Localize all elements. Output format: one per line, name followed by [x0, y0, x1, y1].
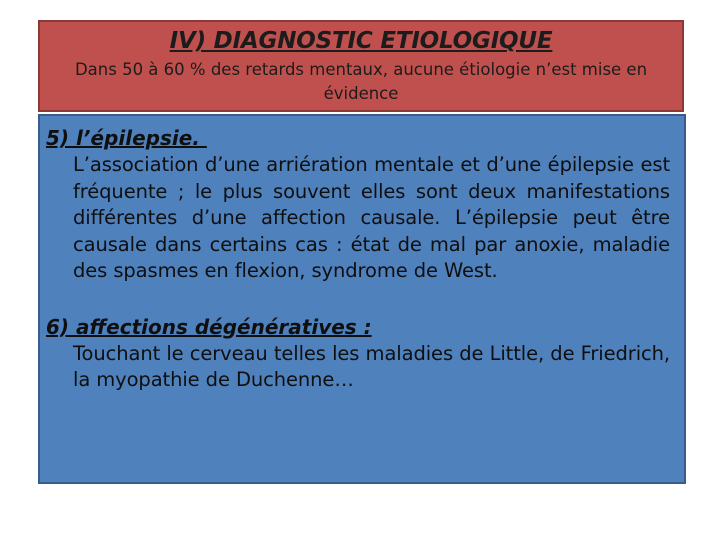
section-text-degenerative: Touchant le cerveau telles les maladies de Little, de Friedrich, la myopathie de Duchenne… [73, 341, 670, 391]
slide-subtitle: Dans 50 à 60 % des retards mentaux, aucune étiologie n’est mise en évidence [74, 60, 648, 103]
section-title-degenerative: 6) affections dégénératives : [46, 314, 372, 339]
content-box [38, 114, 686, 484]
section-text-epilepsy: L’association d’une arriération mentale et d’une épilepsie est fréquente ; le plus souvent elles sont deux manifestations différentes d’une affection causale. L’épilepsie peut être causale dans certains cas : état de mal par anoxie, maladie des spasmes en flexion, syndrome de West. [73, 153, 670, 282]
header-box [38, 20, 684, 112]
section-title-epilepsy: 5) l’épilepsie. [46, 126, 207, 150]
slide-title: IV) DIAGNOSTIC ETIOLOGIQUE [169, 28, 553, 54]
section-spacer [46, 285, 670, 313]
